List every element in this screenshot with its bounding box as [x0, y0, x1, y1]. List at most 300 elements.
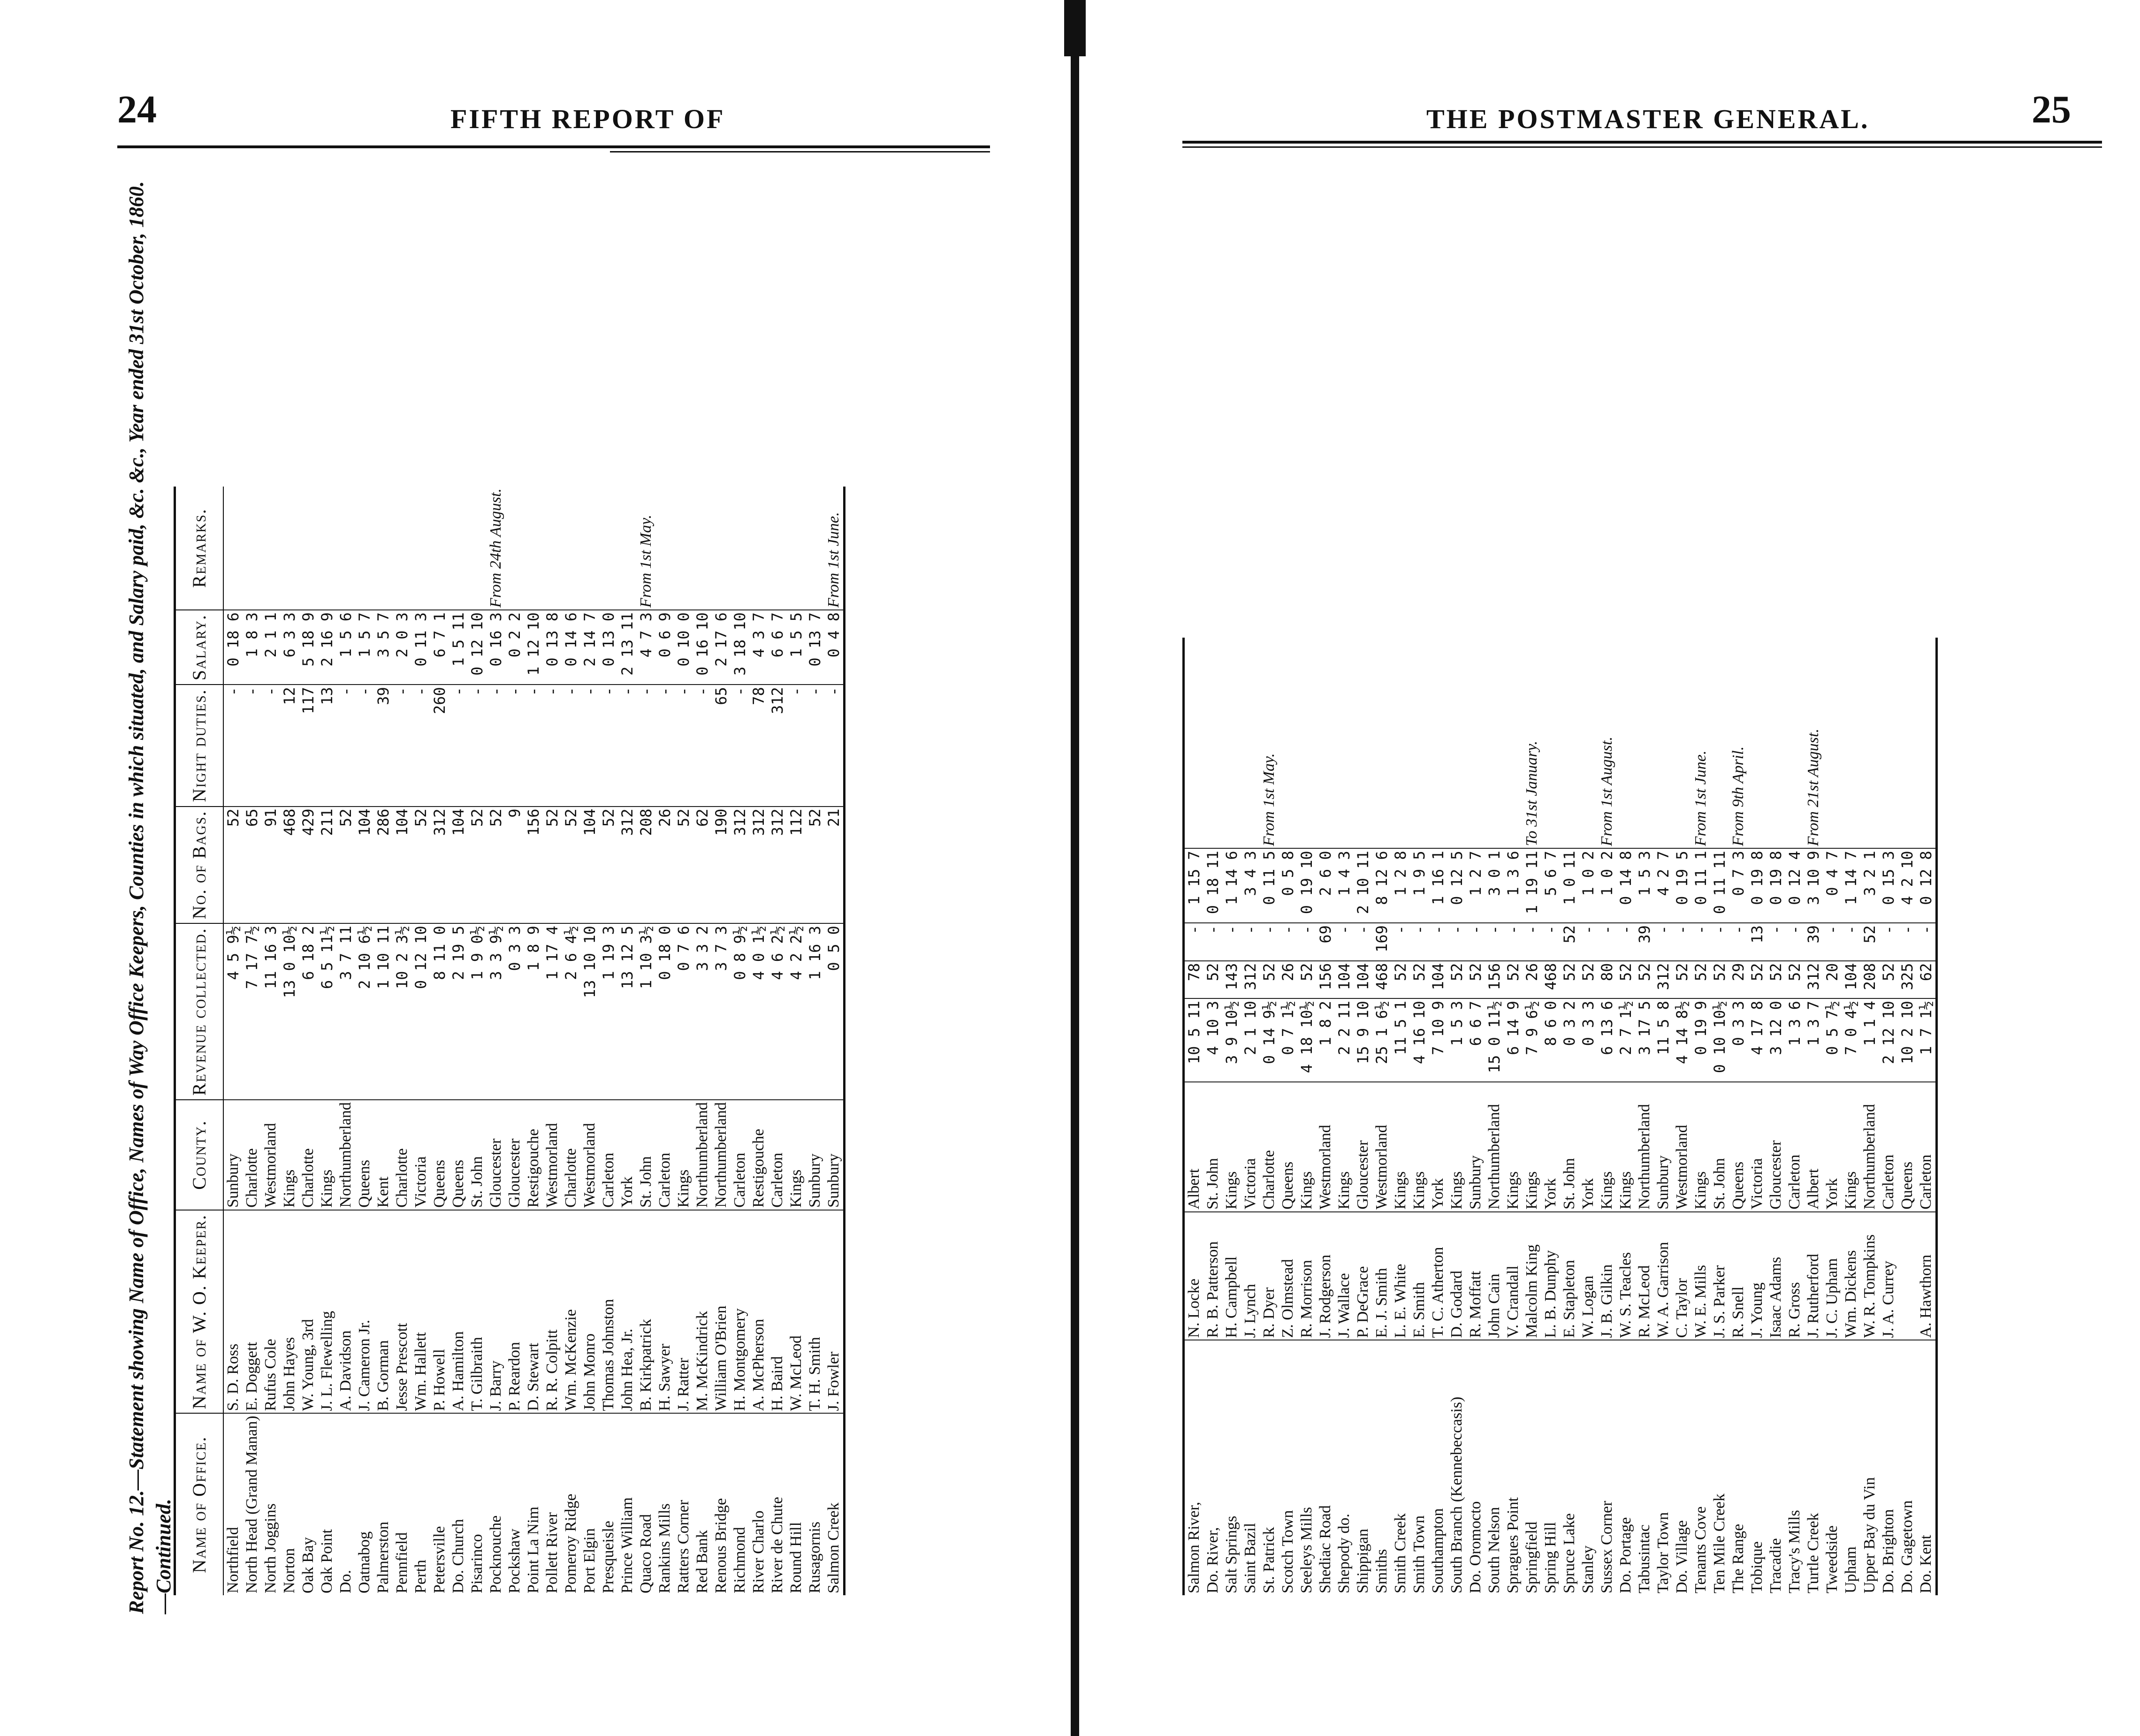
office-name-cell: Smith Town [1410, 1515, 1428, 1593]
table-row [430, 487, 449, 1595]
office-name-cell: Upper Bay du Vin [1861, 1477, 1878, 1593]
table-row [768, 487, 787, 1595]
office-name-cell: Do. Brighton [1880, 1509, 1897, 1593]
night-duties-cell: 39 [374, 685, 393, 806]
bags-cell: 52 [1466, 961, 1485, 999]
keeper-name-cell: R. Dyer [1260, 1212, 1279, 1340]
salary-cell: 3 5 7 [374, 610, 393, 685]
bags-cell: 468 [1541, 961, 1560, 999]
left-page [0, 0, 1065, 1736]
revenue-cell: 8 11 0 [430, 923, 449, 1100]
table-row [693, 487, 712, 1595]
revenue-cell: 7 9 6½ [1523, 998, 1541, 1082]
revenue-cell: 11 5 1 [1391, 998, 1410, 1082]
revenue-cell: 6 6 7 [1466, 998, 1485, 1082]
county-cell: Queens [1279, 1082, 1297, 1211]
county-cell: Albert [1184, 1082, 1204, 1211]
keeper-name-cell: W. Logan [1579, 1212, 1598, 1340]
office-name-cell: Pockshaw [506, 1529, 523, 1593]
salary-cell: 0 19 8 [1767, 848, 1785, 923]
table-row [1410, 638, 1429, 1595]
revenue-cell: 0 3 2 [1560, 998, 1579, 1082]
county-cell: Kings [1447, 1082, 1466, 1211]
county-cell: Kings [1842, 1082, 1860, 1211]
right-table [1182, 638, 1938, 1595]
revenue-cell: 4 2 2½ [787, 923, 806, 1100]
office-name-cell: Scotch Town [1279, 1510, 1296, 1593]
office-name-cell: Do. Gagetown [1898, 1500, 1916, 1593]
night-duties-cell: - [1447, 923, 1466, 961]
bags-cell: 208 [637, 807, 655, 924]
night-duties-cell: - [1917, 923, 1937, 961]
remarks-cell [1748, 638, 1767, 848]
salary-cell: 1 5 5 [787, 610, 806, 685]
revenue-cell: 4 17 8 [1748, 998, 1767, 1082]
table-row [449, 487, 468, 1595]
salary-cell: 5 18 9 [299, 610, 318, 685]
salary-cell: 2 17 6 [712, 610, 731, 685]
office-name-cell: Salt Springs [1223, 1515, 1240, 1593]
revenue-cell: 1 3 6 [1785, 998, 1804, 1082]
night-duties-cell: - [1523, 923, 1541, 961]
bags-cell: 104 [580, 807, 599, 924]
revenue-cell: 1 19 3 [599, 923, 618, 1100]
table-row [374, 487, 393, 1595]
county-cell: St. John [1710, 1082, 1729, 1211]
bags-cell: 52 [1691, 961, 1710, 999]
county-cell: Gloucester [505, 1100, 524, 1210]
keeper-name-cell: R. Moffatt [1466, 1212, 1485, 1340]
remarks-cell [1710, 638, 1729, 848]
county-cell: York [1541, 1082, 1560, 1211]
table-row [637, 487, 655, 1595]
keeper-name-cell: Isaac Adams [1767, 1212, 1785, 1340]
revenue-cell: 1 3 7 [1804, 998, 1823, 1082]
office-name-cell: Rankins Mills [656, 1503, 673, 1593]
revenue-cell: 2 7 1½ [1616, 998, 1635, 1082]
col-bags: No. of Bags. [175, 807, 224, 924]
keeper-name-cell: B. Kirkpatrick [637, 1210, 655, 1414]
remarks-cell [449, 487, 468, 610]
night-duties-cell: - [1466, 923, 1485, 961]
county-cell: Carleton [655, 1100, 674, 1210]
night-duties-cell: - [731, 685, 749, 806]
col-office: Name of Office. [175, 1413, 224, 1595]
bags-cell: 52 [1748, 961, 1767, 999]
keeper-name-cell: W. E. Mills [1691, 1212, 1710, 1340]
night-duties-cell: - [1654, 923, 1673, 961]
remarks-cell [562, 487, 580, 610]
revenue-cell: 13 10 10 [580, 923, 599, 1100]
office-name-cell: Pocknouche [487, 1515, 504, 1593]
office-name-cell: Pomeroy Ridge [562, 1493, 579, 1593]
keeper-name-cell: J. Rodgerson [1316, 1212, 1335, 1340]
salary-cell: 1 0 2 [1579, 848, 1598, 923]
keeper-name-cell: P. DeGrace [1354, 1212, 1372, 1340]
revenue-cell: 8 6 0 [1541, 998, 1560, 1082]
bags-cell: 52 [562, 807, 580, 924]
keeper-name-cell: H. Montgomery [731, 1210, 749, 1414]
revenue-cell: 0 8 9½ [731, 923, 749, 1100]
bags-cell: 52 [223, 807, 243, 924]
county-cell: Queens [449, 1100, 468, 1210]
county-cell: Charlotte [393, 1100, 411, 1210]
bags-cell: 62 [693, 807, 712, 924]
bags-cell: 26 [1523, 961, 1541, 999]
night-duties-cell: - [599, 685, 618, 806]
keeper-name-cell: J. B. Gilkin [1598, 1212, 1616, 1340]
county-cell: Restigouche [524, 1100, 543, 1210]
salary-cell: 2 14 7 [580, 610, 599, 685]
revenue-cell: 0 14 9½ [1260, 998, 1279, 1082]
salary-cell: 0 12 8 [1917, 848, 1937, 923]
keeper-name-cell: Rufus Cole [261, 1210, 280, 1414]
night-duties-cell: - [355, 685, 374, 806]
county-cell: Sunbury [1466, 1082, 1485, 1211]
remarks-cell [1616, 638, 1635, 848]
table-row [1729, 638, 1748, 1595]
bags-cell: 52 [1260, 961, 1279, 999]
bags-cell: 104 [355, 807, 374, 924]
office-name-cell: Spragues Point [1504, 1497, 1522, 1593]
bags-cell: 190 [712, 807, 731, 924]
county-cell: Kings [1504, 1082, 1523, 1211]
right-header-rule-2 [1182, 146, 2102, 148]
keeper-name-cell: J. A. Currey [1879, 1212, 1898, 1340]
keeper-name-cell: J. Cameron Jr. [355, 1210, 374, 1414]
remarks-cell [1673, 638, 1691, 848]
remarks-cell [655, 487, 674, 610]
bags-cell: 312 [749, 807, 768, 924]
office-name-cell: Port Elgin [581, 1528, 598, 1593]
office-name-cell: Red Bank [693, 1530, 711, 1593]
right-header-rule [1182, 141, 2102, 144]
salary-cell: 2 10 11 [1354, 848, 1372, 923]
remarks-cell [1860, 638, 1879, 848]
bags-cell: 52 [1673, 961, 1691, 999]
table-row [1635, 638, 1654, 1595]
salary-cell: 2 1 1 [261, 610, 280, 685]
office-name-cell: Spruce Lake [1561, 1513, 1578, 1593]
salary-cell: 0 11 5 [1260, 848, 1279, 923]
table-row [1485, 638, 1504, 1595]
table-row [318, 487, 336, 1595]
keeper-name-cell: W. S. Teacles [1616, 1212, 1635, 1340]
night-duties-cell: - [1260, 923, 1279, 961]
salary-cell: 4 2 10 [1898, 848, 1917, 923]
night-duties-cell: - [1673, 923, 1691, 961]
remarks-cell [393, 487, 411, 610]
county-cell: Victoria [1748, 1082, 1767, 1211]
night-duties-cell: - [787, 685, 806, 806]
revenue-cell: 2 2 11 [1335, 998, 1354, 1082]
night-duties-cell: - [693, 685, 712, 806]
revenue-cell: 3 12 0 [1767, 998, 1785, 1082]
bags-cell: 21 [824, 807, 845, 924]
col-remarks: Remarks. [175, 487, 224, 610]
revenue-cell: 7 17 7½ [243, 923, 261, 1100]
county-cell: Carleton [1917, 1082, 1937, 1211]
county-cell: Kings [1222, 1082, 1241, 1211]
keeper-name-cell: W. McLeod [787, 1210, 806, 1414]
salary-cell: 1 15 7 [1184, 848, 1204, 923]
table-row [1316, 638, 1335, 1595]
revenue-cell: 15 0 11½ [1485, 998, 1504, 1082]
table-row [1429, 638, 1447, 1595]
office-name-cell: Salmon Creek [825, 1502, 842, 1593]
office-name-cell: Ratters Corner [675, 1500, 692, 1593]
night-duties-cell: - [1203, 923, 1222, 961]
night-duties-cell: - [1842, 923, 1860, 961]
right-table-rotated [1182, 638, 1938, 1595]
county-cell: St. John [1560, 1082, 1579, 1211]
night-duties-cell: 117 [299, 685, 318, 806]
night-duties-cell: - [487, 685, 505, 806]
salary-cell: 1 0 2 [1598, 848, 1616, 923]
table-row [299, 487, 318, 1595]
county-cell: Victoria [411, 1100, 430, 1210]
county-cell: Sunbury [1654, 1082, 1673, 1211]
remarks-cell [787, 487, 806, 610]
remarks-cell [580, 487, 599, 610]
revenue-cell: 0 5 0 [824, 923, 845, 1100]
office-name-cell: Springfield [1523, 1522, 1540, 1593]
table-row [243, 487, 261, 1595]
county-cell: York [618, 1100, 637, 1210]
county-cell: Carleton [1879, 1082, 1898, 1211]
table-row [1673, 638, 1691, 1595]
remarks-cell [1354, 638, 1372, 848]
table-row [1504, 638, 1523, 1595]
bags-cell: 104 [1335, 961, 1354, 999]
night-duties-cell: - [1297, 923, 1316, 961]
salary-cell: 0 7 3 [1729, 848, 1748, 923]
remarks-cell: From 24th August. [487, 487, 505, 610]
keeper-name-cell: R. McLeod [1635, 1212, 1654, 1340]
revenue-cell: 0 3 3 [1729, 998, 1748, 1082]
revenue-cell: 0 5 7½ [1823, 998, 1842, 1082]
night-duties-cell: - [1410, 923, 1429, 961]
remarks-cell [1485, 638, 1504, 848]
salary-cell: 1 3 6 [1504, 848, 1523, 923]
salary-cell: 8 12 6 [1372, 848, 1391, 923]
remarks-cell [731, 487, 749, 610]
bags-cell: 52 [468, 807, 487, 924]
night-duties-cell: 12 [280, 685, 299, 806]
bags-cell: 104 [1354, 961, 1372, 999]
office-name-cell: Turtle Creek [1805, 1513, 1822, 1593]
office-name-cell: Pennfield [393, 1532, 411, 1593]
keeper-name-cell: V. Crandall [1504, 1212, 1523, 1340]
remarks-cell [1541, 638, 1560, 848]
night-duties-cell: - [336, 685, 355, 806]
night-duties-cell: - [580, 685, 599, 806]
table-row [1372, 638, 1391, 1595]
table-row [487, 487, 505, 1595]
bags-cell: 52 [1785, 961, 1804, 999]
night-duties-cell: 69 [1316, 923, 1335, 961]
office-name-cell: Oak Point [318, 1529, 335, 1593]
county-cell: Westmorland [580, 1100, 599, 1210]
bags-cell: 52 [1297, 961, 1316, 999]
salary-cell: 0 13 7 [806, 610, 824, 685]
keeper-name-cell: W. Young, 3rd [299, 1210, 318, 1414]
county-cell: York [1429, 1082, 1447, 1211]
office-name-cell: Richmond [731, 1527, 748, 1593]
bags-cell: 52 [487, 807, 505, 924]
right-page-number: 25 [2032, 88, 2071, 131]
office-name-cell: The Range [1729, 1523, 1747, 1593]
remarks-cell [806, 487, 824, 610]
keeper-name-cell: L. E. White [1391, 1212, 1410, 1340]
night-duties-cell: - [1579, 923, 1598, 961]
table-row [1710, 638, 1729, 1595]
remarks-cell [1429, 638, 1447, 848]
keeper-name-cell: J. Ratter [674, 1210, 693, 1414]
remarks-cell [336, 487, 355, 610]
left-header-rule [117, 145, 990, 148]
office-name-cell: Round Hill [787, 1522, 805, 1593]
keeper-name-cell: T. H. Smith [806, 1210, 824, 1414]
county-cell: York [1823, 1082, 1842, 1211]
county-cell: Queens [430, 1100, 449, 1210]
office-name-cell: Northfield [224, 1527, 242, 1593]
salary-cell: 4 3 7 [749, 610, 768, 685]
office-name-cell: Do. Village [1673, 1520, 1691, 1593]
table-row [1541, 638, 1560, 1595]
table-row [543, 487, 562, 1595]
salary-cell: 0 10 0 [674, 610, 693, 685]
revenue-cell: 1 10 11 [374, 923, 393, 1100]
bags-cell: 52 [336, 807, 355, 924]
remarks-cell [1917, 638, 1937, 848]
remarks-cell [1184, 638, 1204, 848]
keeper-name-cell: E. Smith [1410, 1212, 1429, 1340]
county-cell: St. John [637, 1100, 655, 1210]
night-duties-cell: - [1598, 923, 1616, 961]
night-duties-cell: - [261, 685, 280, 806]
night-duties-cell: - [1391, 923, 1410, 961]
salary-cell: 0 12 10 [468, 610, 487, 685]
office-name-cell: Taylor Town [1654, 1512, 1672, 1593]
county-cell: Northumberland [712, 1100, 731, 1210]
salary-cell: 0 14 6 [562, 610, 580, 685]
salary-cell: 0 13 8 [543, 610, 562, 685]
night-duties-cell: - [1222, 923, 1241, 961]
keeper-name-cell: B. Gorman [374, 1210, 393, 1414]
office-name-cell: Smith Creek [1392, 1513, 1409, 1593]
table-row [1222, 638, 1241, 1595]
keeper-name-cell: R. R. Colpitt [543, 1210, 562, 1414]
keeper-name-cell: A. McPherson [749, 1210, 768, 1414]
county-cell: Sunbury [806, 1100, 824, 1210]
remarks-cell [749, 487, 768, 610]
county-cell: St. John [468, 1100, 487, 1210]
salary-cell: 0 4 8 [824, 610, 845, 685]
keeper-name-cell: Thomas Johnston [599, 1210, 618, 1414]
night-duties-cell: - [1823, 923, 1842, 961]
table-row [1335, 638, 1354, 1595]
remarks-cell [524, 487, 543, 610]
remarks-cell: From 1st June. [824, 487, 845, 610]
night-duties-cell: - [1898, 923, 1917, 961]
office-name-cell: Do. [337, 1569, 354, 1593]
remarks-cell: From 1st June. [1691, 638, 1710, 848]
table-row [1616, 638, 1635, 1595]
revenue-cell: 10 2 3½ [393, 923, 411, 1100]
night-duties-cell: 39 [1635, 923, 1654, 961]
keeper-name-cell: R. Gross [1785, 1212, 1804, 1340]
table-row [1297, 638, 1316, 1595]
left-table [174, 487, 845, 1595]
county-cell: Charlotte [243, 1100, 261, 1210]
remarks-cell [1560, 638, 1579, 848]
night-duties-cell: 13 [1748, 923, 1767, 961]
remarks-cell: From 9th April. [1729, 638, 1748, 848]
remarks-cell: From 1st May. [1260, 638, 1279, 848]
bags-cell: 26 [655, 807, 674, 924]
revenue-cell: 4 0 1½ [749, 923, 768, 1100]
office-name-cell: Sussex Corner [1598, 1500, 1615, 1593]
keeper-name-cell: William O'Brien [712, 1210, 731, 1414]
county-cell: Northumberland [336, 1100, 355, 1210]
keeper-name-cell: N. Locke [1184, 1212, 1204, 1340]
night-duties-cell: - [1541, 923, 1560, 961]
remarks-cell [599, 487, 618, 610]
keeper-name-cell: A. Hawthorn [1917, 1212, 1937, 1340]
night-duties-cell: - [543, 685, 562, 806]
keeper-name-cell: P. Howell [430, 1210, 449, 1414]
remarks-cell [1504, 638, 1523, 848]
bags-cell: 52 [1410, 961, 1429, 999]
keeper-name-cell: E. Stapleton [1560, 1212, 1579, 1340]
county-cell: Carleton [731, 1100, 749, 1210]
salary-cell: 6 7 1 [430, 610, 449, 685]
office-name-cell: Southampton [1429, 1508, 1447, 1593]
keeper-name-cell: J. Rutherford [1804, 1212, 1823, 1340]
salary-cell: 2 0 3 [393, 610, 411, 685]
county-cell: Gloucester [487, 1100, 505, 1210]
office-name-cell: Tweedside [1823, 1525, 1841, 1593]
office-name-cell: River de Chute [769, 1497, 786, 1593]
keeper-name-cell: Jesse Prescott [393, 1210, 411, 1414]
office-name-cell: Perth [412, 1560, 429, 1593]
salary-cell: 0 19 10 [1297, 848, 1316, 923]
bags-cell: 208 [1860, 961, 1879, 999]
salary-cell: 0 6 9 [655, 610, 674, 685]
salary-cell: 0 14 8 [1616, 848, 1635, 923]
bags-cell: 52 [1710, 961, 1729, 999]
book-gutter [1071, 0, 1079, 1736]
keeper-name-cell: T. Gilbraith [468, 1210, 487, 1414]
office-name-cell: Prince William [618, 1497, 636, 1593]
left-table-rotated [174, 487, 845, 1595]
revenue-cell: 13 12 5 [618, 923, 637, 1100]
night-duties-cell: - [1354, 923, 1372, 961]
bags-cell: 468 [280, 807, 299, 924]
revenue-cell: 3 9 10½ [1222, 998, 1241, 1082]
revenue-cell: 4 18 10½ [1297, 998, 1316, 1082]
revenue-cell: 10 2 10 [1898, 998, 1917, 1082]
remarks-cell [374, 487, 393, 610]
salary-cell: 1 14 6 [1222, 848, 1241, 923]
table-row [580, 487, 599, 1595]
county-cell: Kings [1335, 1082, 1354, 1211]
night-duties-cell: - [637, 685, 655, 806]
revenue-cell: 7 0 4½ [1842, 998, 1860, 1082]
remarks-cell [1410, 638, 1429, 848]
salary-cell: 0 2 2 [505, 610, 524, 685]
